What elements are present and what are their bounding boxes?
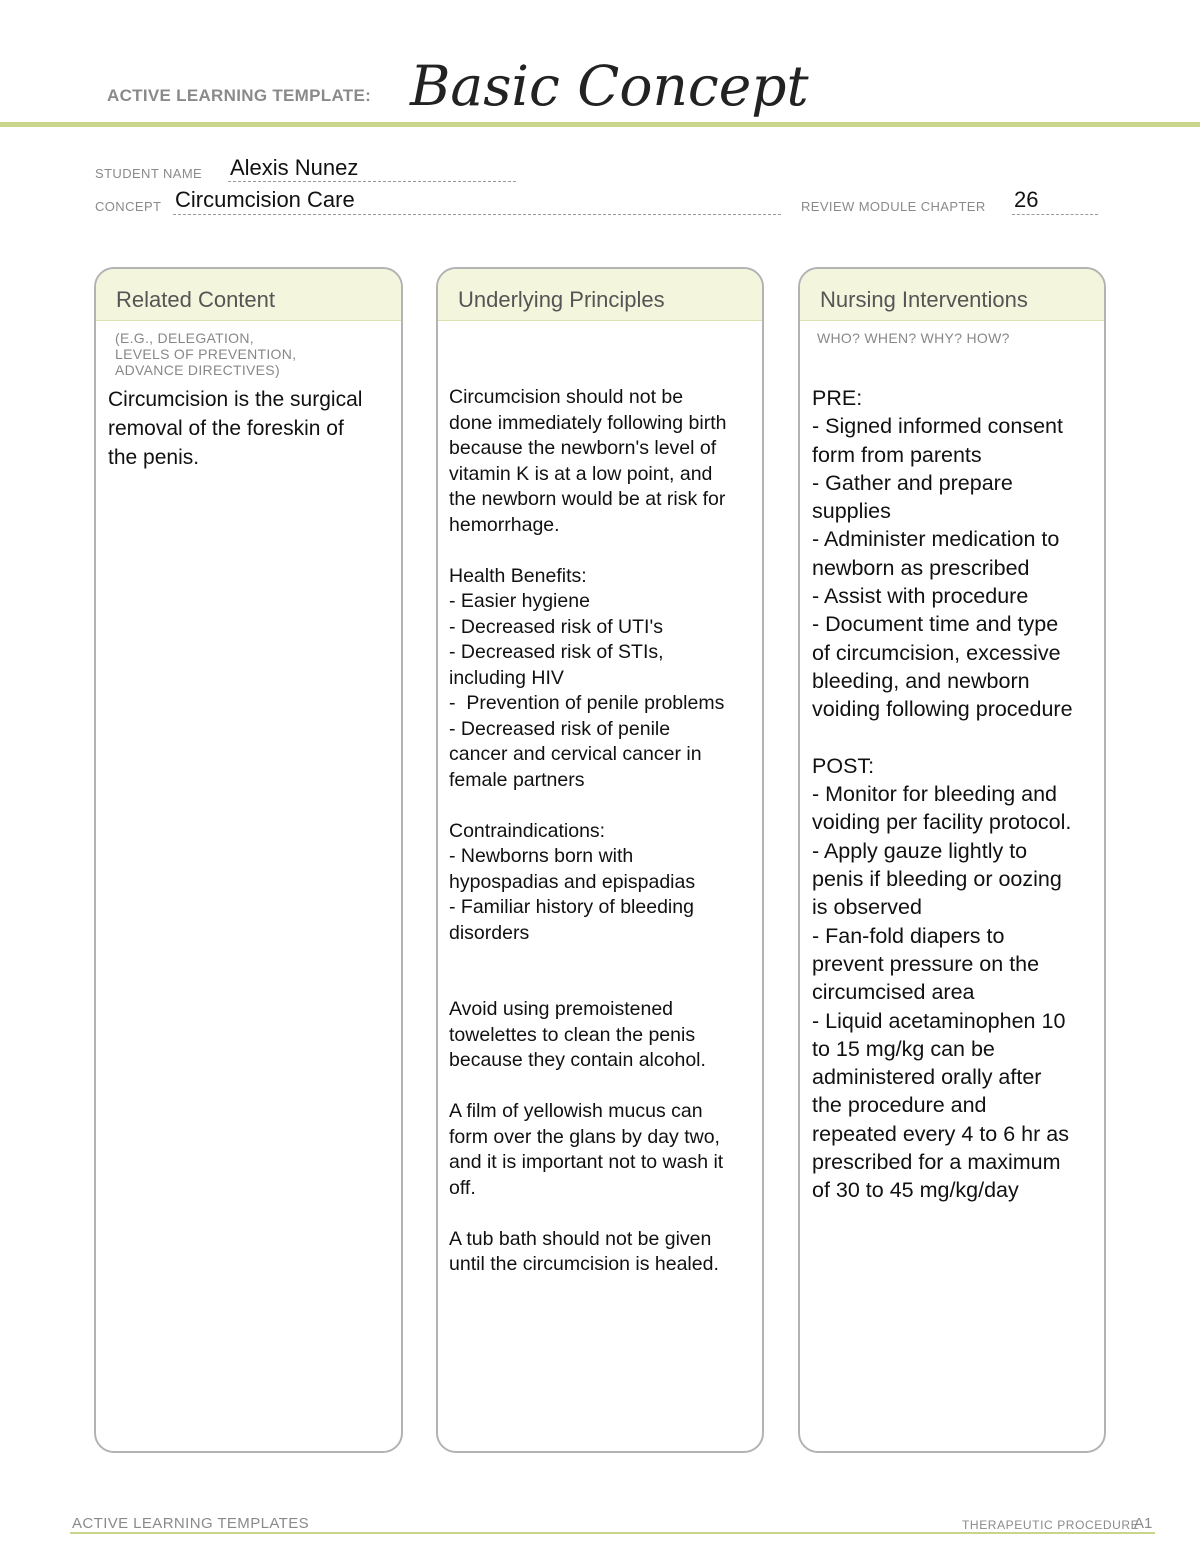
concept-label: CONCEPT xyxy=(95,199,162,214)
underlying-principles-header xyxy=(438,269,762,321)
footer-left-label: ACTIVE LEARNING TEMPLATES xyxy=(72,1515,309,1532)
student-name-underline xyxy=(228,181,516,182)
header-divider xyxy=(0,122,1200,127)
page-title: Basic Concept xyxy=(410,54,809,118)
nursing-interventions-header xyxy=(800,269,1104,321)
review-module-chapter-label: REVIEW MODULE CHAPTER xyxy=(801,199,986,214)
nursing-interventions-hint: WHO? WHEN? WHY? HOW? xyxy=(817,330,1010,346)
review-module-chapter-underline xyxy=(1012,214,1098,215)
page-number: A1 xyxy=(1134,1515,1153,1532)
related-content-header xyxy=(96,269,401,321)
related-content-card xyxy=(94,267,403,1453)
underlying-principles-text[interactable]: Circumcision should not be done immediately following birth because the newborn's level of vitamin K is at a low point, and the newborn would be at risk for hemorrhage. Health Benefits: - Easier hygiene - Decreased risk of UTI's - Decreased risk of STIs, including HIV - Prevention of penile problems - Decreased risk of penile cancer and cervical cancer in female partners Contraindications: - Newborns born with hypospadias and epispadias - Familiar history of bleeding disorders Avoid using premoistened towelettes to clean the penis because they contain alcohol. A film of yellowish mucus can form over the glans by day two, and it is important not to wash it off. A tub bath should not be given until the circumcision is healed. xyxy=(449,386,727,1275)
student-name-field[interactable]: Alexis Nunez xyxy=(230,155,359,180)
review-module-chapter-field[interactable]: 26 xyxy=(1014,187,1039,212)
concept-underline xyxy=(173,214,781,215)
footer-right-label: THERAPEUTIC PROCEDURE xyxy=(962,1518,1140,1532)
related-content-hint: (E.G., DELEGATION, LEVELS OF PREVENTION, ADVANCE DIRECTIVES) xyxy=(115,330,297,378)
underlying-principles-card xyxy=(436,267,764,1453)
template-label: ACTIVE LEARNING TEMPLATE: xyxy=(107,86,372,105)
related-content-text[interactable]: Circumcision is the surgical removal of the foreskin of the penis. xyxy=(108,388,363,469)
nursing-interventions-card xyxy=(798,267,1106,1453)
underlying-principles-title: Underlying Principles xyxy=(458,287,665,312)
footer-divider xyxy=(70,1532,1155,1534)
concept-field[interactable]: Circumcision Care xyxy=(175,187,355,212)
nursing-interventions-title: Nursing Interventions xyxy=(820,287,1028,312)
related-content-title: Related Content xyxy=(116,287,275,312)
nursing-interventions-text[interactable]: PRE: - Signed informed consent form from parents - Gather and prepare supplies - Administer medication to newborn as prescribed - Assist with procedure - Document time and type of circumcision, excessive bleeding, and newborn voiding following procedure POST: - Monitor for bleeding and voiding per facility protocol. - Apply gauze lightly to penis if bleeding or oozing is observed - Fan-fold diapers to prevent pressure on the circumcised area - Liquid acetaminophen 10 to 15 mg/kg can be administered orally after the procedure and repeated every 4 to 6 hr as prescribed for a maximum of 30 to 45 mg/kg/day xyxy=(812,386,1073,1203)
student-name-label: STUDENT NAME xyxy=(95,166,203,181)
